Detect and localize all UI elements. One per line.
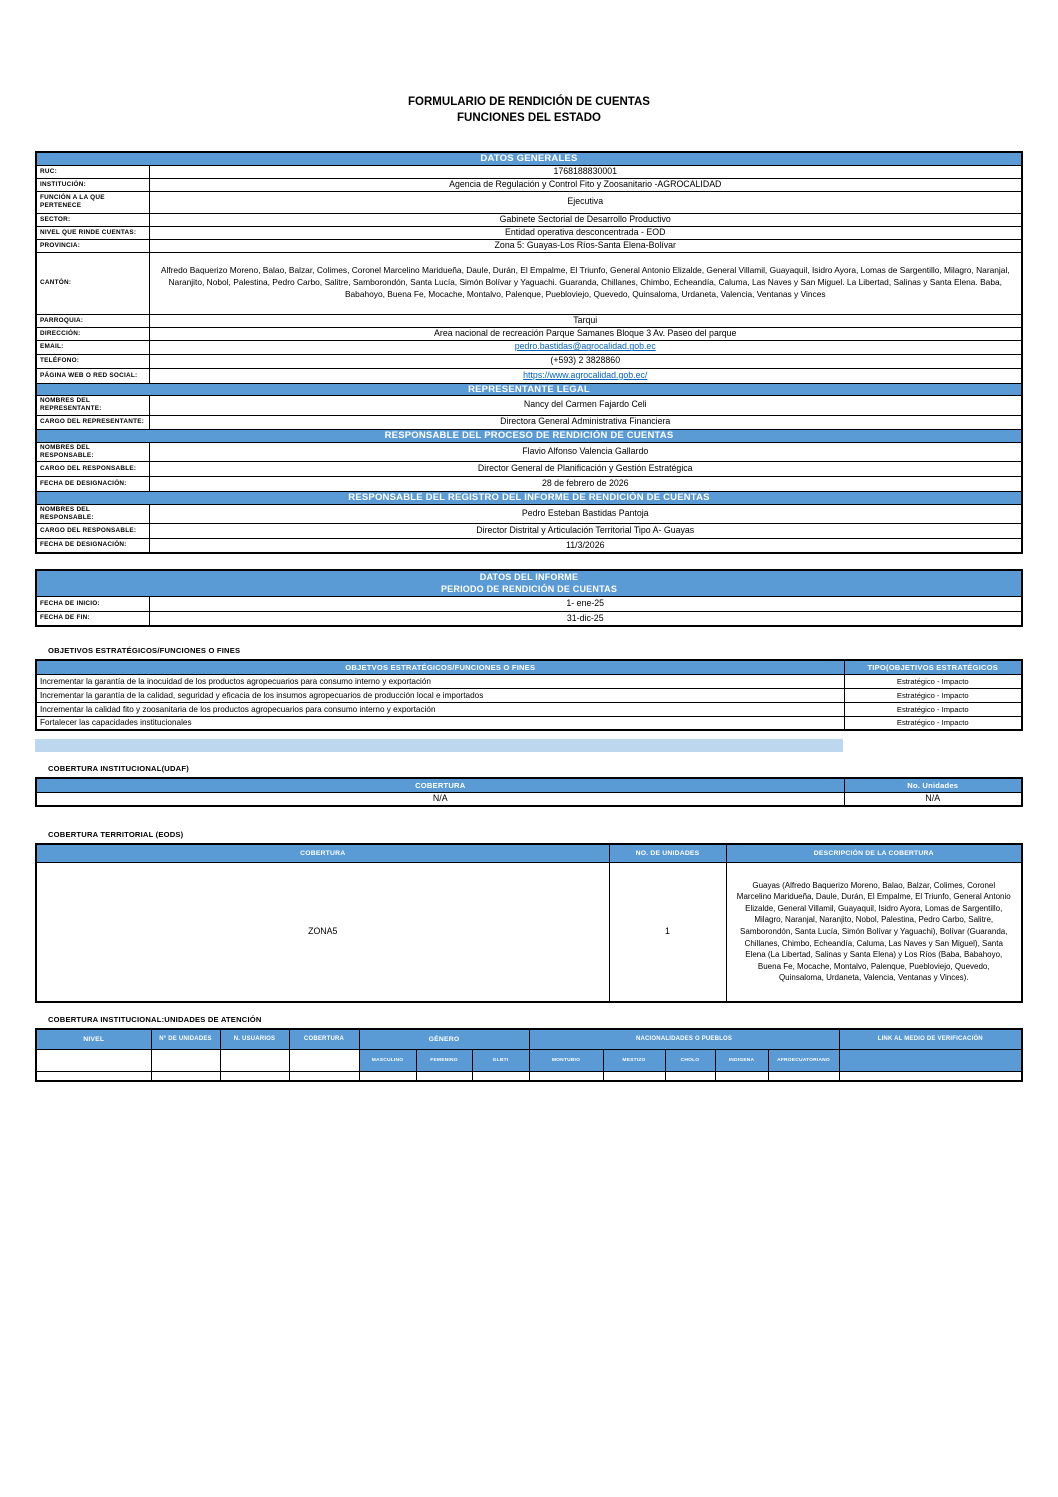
col-group-nacionalidades: NACIONALIDADES O PUEBLOS (529, 1029, 839, 1049)
spacer-band (35, 739, 843, 752)
page-title-line2: FUNCIONES DEL ESTADO (457, 111, 601, 124)
empty-cell (36, 1071, 151, 1081)
field-label: PROVINCIA: (36, 239, 149, 252)
empty-cell (220, 1049, 289, 1071)
cobertura-udaf-table (35, 777, 1023, 807)
field-value-cargo-representante: Directora General Administrativa Financiera (149, 415, 1022, 429)
empty-cell (289, 1071, 359, 1081)
subcol-header-cholo: CHOLO (665, 1049, 715, 1071)
informe-header-line1: DATOS DEL INFORME (479, 572, 579, 583)
table-row (36, 596, 1022, 611)
udaf-unidades-header: No. Unidades (844, 778, 1022, 792)
field-value-fecha-designacion-proceso: 28 de febrero de 2026 (149, 476, 1022, 491)
table-row (36, 716, 1022, 730)
udaf-unidades-value: N/A (844, 792, 1022, 806)
table-row (36, 476, 1022, 491)
field-label: FECHA DE INICIO: (36, 596, 149, 611)
empty-cell (416, 1071, 472, 1081)
col-header-n-usuarios: N. USUARIOS (220, 1029, 289, 1049)
field-label: PÁGINA WEB O RED SOCIAL: (36, 368, 149, 383)
field-value-parroquia: Tarqui (149, 314, 1022, 327)
field-label: CANTÓN: (36, 252, 149, 314)
field-label: NOMBRES DEL RESPONSABLE: (36, 442, 149, 461)
table-row (36, 226, 1022, 239)
table-row (36, 178, 1022, 191)
udaf-cobertura-header: COBERTURA (36, 778, 844, 792)
objetivo-tipo: Estratégico - Impacto (844, 688, 1022, 702)
field-value-nivel: Entidad operativa desconcentrada - EOD (149, 226, 1022, 239)
subcol-header-femenino: FEMENINO (416, 1049, 472, 1071)
empty-cell (603, 1071, 665, 1081)
objetivo-text: Incrementar la garantía de la calidad, seguridad y eficacia de los insumos agropecuarios de producción local e importados (36, 688, 844, 702)
territorial-cobertura-value: ZONA5 (36, 862, 609, 1002)
table-row (36, 191, 1022, 213)
table-row (36, 538, 1022, 553)
col-group-genero: GÉNERO (359, 1029, 529, 1049)
territorial-cobertura-header: COBERTURA (36, 844, 609, 862)
field-value-funcion: Ejecutiva (149, 191, 1022, 213)
field-value-telefono: (+593) 2 3828860 (149, 354, 1022, 368)
email-link[interactable]: pedro.bastidas@agrocalidad.gob.ec (514, 341, 656, 352)
field-label: FECHA DE FIN: (36, 611, 149, 626)
territorial-unidades-value: 1 (609, 862, 726, 1002)
empty-cell (289, 1049, 359, 1071)
table-row (36, 442, 1022, 461)
objetivos-section-label: OBJETIVOS ESTRATÉGICOS/FUNCIONES O FINES (48, 646, 241, 656)
empty-cell (151, 1071, 220, 1081)
field-value-fecha-fin: 31-dic-25 (149, 611, 1022, 626)
col-header-n-unidades: N° DE UNIDADES (151, 1029, 220, 1049)
table-row (36, 862, 1022, 1002)
col-header-link-verificacion: LINK AL MEDIO DE VERIFICACIÓN (839, 1029, 1022, 1049)
udaf-cobertura-value: N/A (36, 792, 844, 806)
empty-cell (715, 1071, 768, 1081)
table-row (36, 415, 1022, 429)
field-value-nombres-representante: Nancy del Carmen Fajardo Celi (149, 395, 1022, 415)
col-header-cobertura: COBERTURA (289, 1029, 359, 1049)
section-header-responsable-registro: RESPONSABLE DEL REGISTRO DEL INFORME DE RENDICIÓN DE CUENTAS (36, 491, 1022, 504)
objetivos-table (35, 659, 1023, 731)
field-label: DIRECCIÓN: (36, 327, 149, 340)
empty-cell (529, 1071, 603, 1081)
empty-cell (472, 1071, 529, 1081)
table-row (36, 702, 1022, 716)
field-label: FUNCIÓN A LA QUE PERTENECE (36, 191, 149, 213)
unidades-atencion-section-label: COBERTURA INSTITUCIONAL:UNIDADES DE ATENCIÓN (48, 1015, 262, 1025)
field-label: NIVEL QUE RINDE CUENTAS: (36, 226, 149, 239)
page-title-line1: FORMULARIO DE RENDICIÓN DE CUENTAS (408, 96, 650, 108)
table-row (36, 327, 1022, 340)
table-row (36, 165, 1022, 178)
empty-data-row (36, 1071, 1022, 1081)
field-label: INSTITUCIÓN: (36, 178, 149, 191)
field-label: FECHA DE DESIGNACIÓN: (36, 538, 149, 553)
cobertura-udaf-section-label: COBERTURA INSTITUCIONAL(UDAF) (48, 764, 189, 774)
table-row (36, 314, 1022, 327)
field-value-canton: Alfredo Baquerizo Moreno, Balao, Balzar, Colimes, Coronel Marcelino Maridueña, Daule, Durán, El Empalme, El Triunfo, General Antonio Elizalde, General Villamil, Guayaquil, Isidro Ayora, Lomas de Sargentillo, Milagro, Naranjal, Naranjito, Nobol, Palestina, Pedro Carbo, Salitre, Samborondón, Santa Lucía, Simón Bolívar y Yaguachi. Guaranda, Chillanes, Chimbo, Echeandía, Caluma, Las Naves y San Miguel. La Libertad, Salinas y Santa Elena. Baba, Babahoyo, Buena Fe, Mocache, Montalvo, Palenque, Puebloviejo, Quevedo, Quinsaloma, Urdaneta, Valencia, Ventanas y Vinces (149, 252, 1022, 314)
unidades-atencion-table (35, 1028, 1023, 1082)
subcol-header-indigena: INDIGENA (715, 1049, 768, 1071)
field-label: PARROQUIA: (36, 314, 149, 327)
cobertura-territorial-table (35, 843, 1023, 1003)
territorial-unidades-header: NO. DE UNIDADES (609, 844, 726, 862)
table-row (36, 792, 1022, 806)
table-row (36, 461, 1022, 476)
objetivo-tipo: Estratégico - Impacto (844, 674, 1022, 688)
table-row (36, 504, 1022, 523)
table-row (36, 395, 1022, 415)
empty-blue-cell (839, 1049, 1022, 1071)
objetivos-col1-header: OBJETVOS ESTRATÉGICOS/FUNCIONES O FINES (36, 660, 844, 674)
table-row (36, 611, 1022, 626)
website-link[interactable]: https://www.agrocalidad.gob.ec/ (523, 369, 648, 380)
section-header-responsable-proceso: RESPONSABLE DEL PROCESO DE RENDICIÓN DE CUENTAS (36, 429, 1022, 442)
empty-cell (359, 1071, 416, 1081)
field-label: NOMBRES DEL REPRESENTANTE: (36, 395, 149, 415)
field-label: SECTOR: (36, 213, 149, 226)
subcol-header-masculino: MASCULINO (359, 1049, 416, 1071)
empty-cell (36, 1049, 151, 1071)
section-header-representante-legal: REPRESENTANTE LEGAL (36, 383, 1022, 395)
objetivos-col2-header: TIPO(OBJETIVOS ESTRATÉGICOS (844, 660, 1022, 674)
field-label: EMAIL: (36, 340, 149, 354)
table-row (36, 252, 1022, 314)
empty-cell (665, 1071, 715, 1081)
territorial-descripcion-header: DESCRIPCIÓN DE LA COBERTURA (726, 844, 1022, 862)
subcol-header-mestizo: MESTIZO (603, 1049, 665, 1071)
objetivo-text: Incrementar la garantía de la inocuidad de los productos agropecuarios para consumo interno y exportación (36, 674, 844, 688)
field-label: TELÉFONO: (36, 354, 149, 368)
table-row (36, 523, 1022, 538)
table-row (36, 340, 1022, 354)
empty-cell (220, 1071, 289, 1081)
objetivo-tipo: Estratégico - Impacto (844, 702, 1022, 716)
territorial-descripcion-value: Guayas (Alfredo Baquerizo Moreno, Balao, Balzar, Colimes, Coronel Marcelino Maridueña, Daule, Durán, El Empalme, El Triunfo, General Antonio Elizalde, General Villamil, Guayaquil, Isidro Ayora, Lomas de Sargentillo, Milagro, Naranjal, Naranjito, Nobol, Palestina, Pedro Carbo, Salitre, Samborondón, Santa Lucía, Simón Bolívar y Yaguachi), Bolívar (Guaranda, Chillanes, Chimbo, Echeandía, Caluma, Las Naves y San Miguel), Santa Elena (La Libertad, Salinas y Santa Elena) y Los Ríos (Baba, Babahoyo, Buena Fe, Mocache, Montalvo, Palenque, Puebloviejo, Quevedo, Quinsaloma, Urdaneta, Valencia, Ventanas y Vinces). (726, 862, 1022, 1002)
subcol-header-montubio: MONTUBIO (529, 1049, 603, 1071)
field-label: FECHA DE DESIGNACIÓN: (36, 476, 149, 491)
datos-informe-table (35, 569, 1023, 627)
field-label: RUC: (36, 165, 149, 178)
table-row (36, 674, 1022, 688)
field-value-institucion: Agencia de Regulación y Control Fito y Zoosanitario -AGROCALIDAD (149, 178, 1022, 191)
field-value-nombres-responsable-proceso: Flavio Alfonso Valencia Gallardo (149, 442, 1022, 461)
table-row (36, 354, 1022, 368)
empty-cell (151, 1049, 220, 1071)
field-label: CARGO DEL REPRESENTANTE: (36, 415, 149, 429)
field-value-sector: Gabinete Sectorial de Desarrollo Productivo (149, 213, 1022, 226)
field-value-provincia: Zona 5: Guayas-Los Ríos-Santa Elena-Bolívar (149, 239, 1022, 252)
subcol-header-afroecuatoriano: AFROECUATORIANO (768, 1049, 839, 1071)
section-header-datos-informe (36, 570, 1022, 596)
objetivo-text: Incrementar la calidad fito y zoosanitaria de los productos agropecuarios para consumo interno y exportación (36, 702, 844, 716)
cobertura-territorial-section-label: COBERTURA TERRITORIAL (EODS) (48, 830, 184, 840)
table-row (36, 213, 1022, 226)
table-row (36, 239, 1022, 252)
empty-cell (768, 1071, 839, 1081)
field-label: CARGO DEL RESPONSABLE: (36, 523, 149, 538)
field-label: CARGO DEL RESPONSABLE: (36, 461, 149, 476)
field-value-ruc: 1768188830001 (149, 165, 1022, 178)
table-row (36, 688, 1022, 702)
objetivo-tipo: Estratégico - Impacto (844, 716, 1022, 730)
field-value-nombres-responsable-registro: Pedro Esteban Bastidas Pantoja (149, 504, 1022, 523)
col-header-nivel: NIVEL (36, 1029, 151, 1049)
datos-generales-table (35, 151, 1023, 554)
field-value-cargo-responsable-proceso: Director General de Planificación y Gestión Estratégica (149, 461, 1022, 476)
section-header-datos-generales: DATOS GENERALES (36, 152, 1022, 165)
subcol-header-glbti: GLBTI (472, 1049, 529, 1071)
table-row (36, 368, 1022, 383)
objetivo-text: Fortalecer las capacidades institucionales (36, 716, 844, 730)
field-value-cargo-responsable-registro: Director Distrital y Articulación Territorial Tipo A- Guayas (149, 523, 1022, 538)
field-value-direccion: Area nacional de recreación Parque Samanes Bloque 3 Av. Paseo del parque (149, 327, 1022, 340)
field-value-fecha-designacion-registro: 11/3/2026 (149, 538, 1022, 553)
page-title (35, 95, 1023, 126)
informe-header-line2: PERIODO DE RENDICIÓN DE CUENTAS (440, 584, 618, 595)
empty-cell (839, 1071, 1022, 1081)
field-value-fecha-inicio: 1- ene-25 (149, 596, 1022, 611)
field-label: NOMBRES DEL RESPONSABLE: (36, 504, 149, 523)
